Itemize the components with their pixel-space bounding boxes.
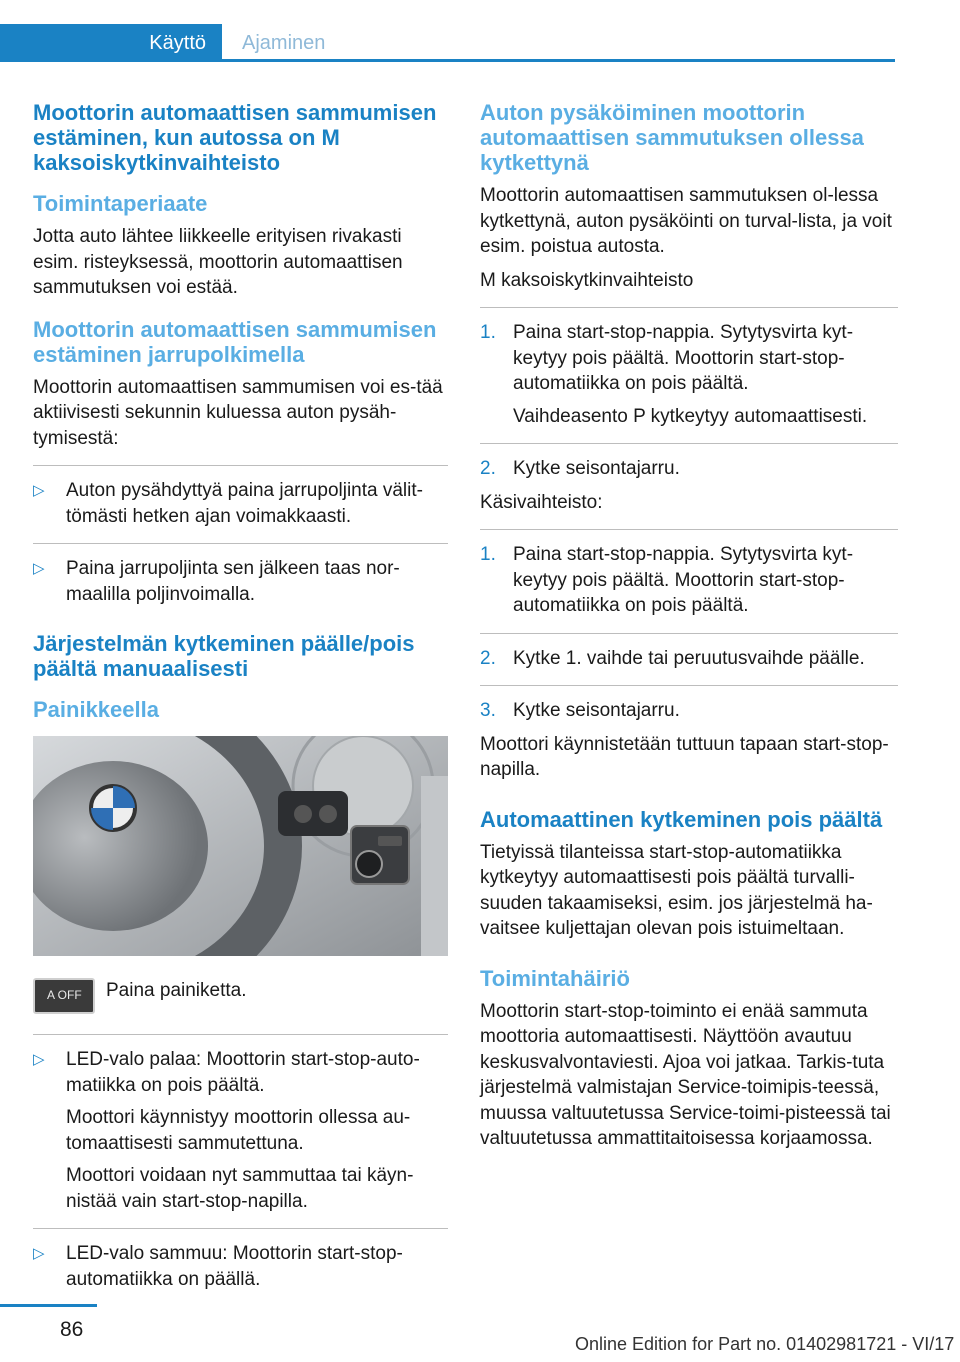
list-item: ▷ Auton pysähdyttyä paina jarrupoljinta välit-tömästi hetken ajan voimakkaasti. [33,480,423,527]
triangle-bullet-icon: ▷ [33,560,45,577]
divider [33,543,448,544]
divider [480,685,898,686]
section-heading: Moottorin automaattisen sammumisen estäminen, kun autossa on M kaksoiskytkinvaihteisto [33,100,437,175]
paragraph: Moottorin automaattisen sammumisen voi es-tää aktiivisesti sekunnin kuluessa auton pysäh-tymisestä: [33,376,443,449]
numbered-item: 1. Paina start-stop-nappia. Sytytysvirta kyt-keytyy pois päältä. Moottorin start-stop-automatiikka on pois päältä. [480,544,854,616]
list-item: ▷ Paina jarrupoljinta sen jälkeen taas nor-maalilla poljinvoimalla. [33,558,400,605]
section-heading-manual: Järjestelmän kytkeminen päälle/pois päältä manuaalisesti [33,631,415,681]
button-instruction [33,978,448,1020]
subheading-principle: Toimintaperiaate [33,191,208,216]
subheading-malfunction: Toimintahäiriö [480,965,630,991]
paragraph: Käsivaihteisto: [480,491,603,513]
subheading-button: Painikkeella [33,697,159,722]
tab-ajaminen[interactable]: Ajaminen [242,32,326,54]
numbered-item: 3. Kytke seisontajarru. [480,700,680,721]
triangle-bullet-icon: ▷ [33,1245,45,1262]
right-column [480,100,898,1152]
section-heading-auto-off: Automaattinen kytkeminen pois päältä [480,806,883,832]
paragraph: Moottorin automaattisen sammutuksen ol-lessa kytkettynä, auton pysäköinti on turval-lista, ja voit esim. poistua autosta. [480,185,892,257]
chapter-tabs [0,24,895,62]
auto-start-stop-off-button-icon: A OFF [33,978,95,1014]
divider [33,465,448,466]
triangle-bullet-icon: ▷ [33,482,45,499]
paragraph: Moottorin start-stop-toiminto ei enää sammuta moottoria automaattisesti. Näyttöön avautuu keskusvalvontaviesti. Ajoa voi jatkaa. Tarkis-tuta järjestelmä valmistajan Service-toimipis-teessä, muussa valtuutetussa Service-toimi-pisteessä tai valtuutetussa ammattitaitoisessa korjaamossa. [480,1000,891,1149]
numbered-item: 2. Kytke 1. vaihde tai peruutusvaihde päälle. [480,647,865,669]
paragraph: Tietyissä tilanteissa start-stop-automatiikka kytkeytyy automaattisesti pois päältä turvalli-suuden takaamiseksi, esim. jos järjestelmä ha-vaitsee kuljettajan olevan pois istuimeltaan. [480,841,873,939]
divider [33,1228,448,1229]
paragraph: Moottori käynnistetään tuttuun tapaan start-stop-napilla. [480,733,889,780]
list-item: ▷ LED-valo palaa: Moottorin start-stop-auto-matiikka on pois päältä. Moottori käynnistyy moottorin ollessa au-tomaattisesti sammutettuna. Moottori voidaan nyt sammuttaa tai käyn-nistää vain start-stop-napilla. [33,1049,420,1212]
paragraph: Jotta auto lähtee liikkeelle erityisen rivakasti esim. risteyksessä, moottorin automaattisen sammutuksen voi estää. [33,226,403,298]
footer-rule [0,1304,97,1307]
numbered-item: 1. Paina start-stop-nappia. Sytytysvirta kyt-keytyy pois päältä. Moottorin start-stop-automatiikka on pois päältä. Vaihdeasento P kytkeytyy automaattisesti. [480,322,868,427]
divider [480,443,898,444]
left-column [33,100,448,1292]
divider [33,1034,448,1035]
button-caption: Paina painiketta. [106,980,247,1001]
edition-note: Online Edition for Part no. 01402981721 - VI/17 [575,1334,955,1354]
list-item: ▷ LED-valo sammuu: Moottorin start-stop-automatiikka on päällä. [33,1243,403,1290]
divider [480,633,898,634]
page-number: 86 [60,1318,84,1341]
tab-kaytto[interactable]: Käyttö [0,24,222,62]
section-heading-parking: Auton pysäköiminen moottorin automaattisen sammutuksen ollessa kytkettynä [480,100,864,175]
subheading-brake-pedal: Moottorin automaattisen sammumisen estäminen jarrupolkimella [33,316,437,367]
numbered-item: 2. Kytke seisontajarru. [480,458,680,479]
divider [480,529,898,530]
triangle-bullet-icon: ▷ [33,1051,45,1068]
divider [480,307,898,308]
paragraph: M kaksoiskytkinvaihteisto [480,269,694,291]
tabs-underline [0,59,895,62]
steering-wheel-photo [33,736,448,956]
